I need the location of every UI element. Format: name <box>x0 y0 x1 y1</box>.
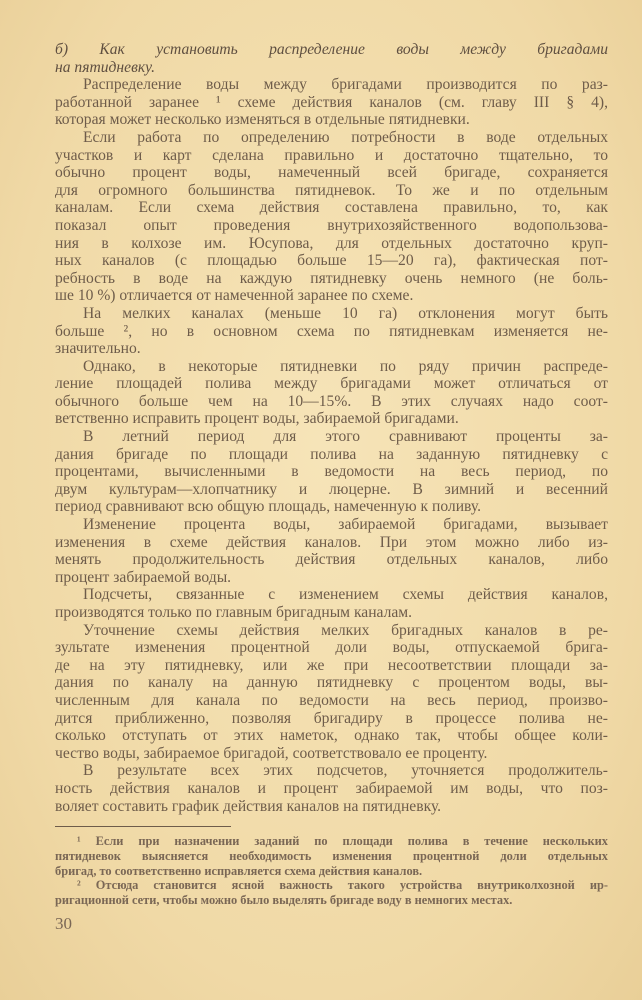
paragraph-line: Если работа по определению потребности в воде отдельных <box>83 128 608 146</box>
page-body <box>55 41 608 815</box>
footnote-line: пятидневок выясняется необходимость изменения процентной доли отдельных <box>55 848 608 863</box>
paragraph-line: значительно. <box>55 340 141 358</box>
paragraph-line: Изменение процента воды, забираемой бригадами, вызывает <box>83 516 608 534</box>
paragraph-line: ветственно исправить процент воды, забираемой бригадами. <box>55 410 459 428</box>
paragraph-line: дания бригаде по площади полива на заданную пятидневку с <box>55 445 608 463</box>
paragraph-line: дится приближенно, позволяя бригадиру в процессе полива не- <box>55 709 608 727</box>
paragraph-line: сколько отступать от этих наметок, однако так, чтобы общее коли- <box>55 727 608 745</box>
paragraph-line: участков и карт сделана правильно и достаточно тщательно, то <box>55 146 608 164</box>
paragraph-line: показал опыт проведения внутрихозяйственного водопользова- <box>55 216 608 234</box>
paragraph <box>55 305 608 358</box>
footnote-line: ¹ Если при назначении заданий по площади полива в течение нескольких <box>77 834 608 848</box>
paragraph-line: производятся только по главным бригадным каналам. <box>55 604 413 621</box>
heading-line: б) Как установить распределение воды между бригадами <box>55 41 608 58</box>
paragraph-line: обычного больше чем на 10—15%. В этих случаях надо соот- <box>55 392 608 410</box>
paragraph-line: В летний период для этого сравнивают проценты за- <box>83 428 608 446</box>
paragraph-line: Распределение воды между бригадами производится по раз- <box>83 76 608 94</box>
paragraph-line: В результате всех этих подсчетов, уточняется продолжитель- <box>83 762 608 780</box>
paragraph-line: работанной заранее ¹ схеме действия каналов (см. главу III § 4), <box>55 93 608 111</box>
paragraph <box>55 516 608 586</box>
footnote-line: ригационной сети, чтобы можно было выделять бригаде воду в немногих местах. <box>55 893 513 908</box>
paragraph-line: Однако, в некоторые пятидневки по ряду причин распреде- <box>83 357 608 375</box>
paragraph-line: зультате изменения процентной доли воды, отпускаемой брига- <box>55 639 608 657</box>
paragraph-line: менять продолжительность действия отдельных каналов, либо <box>55 551 608 569</box>
paragraph-line: дания по каналу на данную пятидневку с процентом воды, вы- <box>55 674 608 692</box>
paragraph-line: для огромного большинства пятидневок. То же и по отдельным <box>55 181 608 199</box>
paragraphs <box>55 76 608 815</box>
paragraph-line: Уточнение схемы действия мелких бригадных каналов в ре- <box>83 621 608 639</box>
paragraph-line: ше 10 %) отличается от намеченной заранее по схеме. <box>55 287 414 305</box>
heading-line: на пятидневку. <box>55 58 155 76</box>
paragraph-line: период сравнивают всю общую площадь, намеченную к поливу. <box>55 498 482 516</box>
paragraph-line: изменения в схеме действия каналов. При этом можно либо из- <box>55 533 608 551</box>
paragraph-line: двум культурам—хлопчатнику и люцерне. В зимний и весенний <box>55 480 608 498</box>
paragraph-line: процентами, вычисленными в ведомости на весь период, по <box>55 463 608 481</box>
paragraph-line: ность действия каналов и процент забираемой им воды, что поз- <box>55 779 608 797</box>
footnote <box>55 834 608 878</box>
paragraph-line: каналам. Если схема действия составлена правильно, то, как <box>55 199 608 217</box>
paragraph <box>55 129 608 305</box>
section-heading <box>55 41 608 76</box>
footnotes <box>55 834 608 908</box>
paragraph-line: больше ², но в основном схема по пятидневкам изменяется не- <box>55 322 608 340</box>
paragraph <box>55 76 608 129</box>
paragraph-line: численным для канала по ведомости на весь период, произво- <box>55 691 608 709</box>
paragraph-line: обычно процент воды, намеченный всей бригаде, сохраняется <box>55 164 608 182</box>
footnote-line: ² Отсюда становится ясной важность такого устройства внутриколхозной ир- <box>77 878 608 893</box>
paragraph-line: На мелких каналах (меньше 10 га) отклонения могут быть <box>83 304 608 322</box>
paragraph-line: чество воды, забираемое бригадой, соответствовало ее проценту. <box>55 744 488 762</box>
paragraph <box>55 586 608 621</box>
paragraph-line: де на эту пятидневку, или же при несоответствии площади за- <box>55 656 608 674</box>
paragraph-line: ление площадей полива между бригадами может отличаться от <box>55 375 608 393</box>
paragraph-line: ных каналов (с площадью больше 15—20 га), фактическая пот- <box>55 252 608 270</box>
paragraph-line: воляет составить график действия каналов на пятидневку. <box>55 797 442 815</box>
page-number: 30 <box>55 914 72 933</box>
paragraph <box>55 622 608 763</box>
footnote-divider <box>55 826 231 827</box>
paragraph <box>55 358 608 428</box>
paragraph-line: Подсчеты, связанные с изменением схемы действия каналов, <box>83 586 608 604</box>
paragraph-line: ния в колхозе им. Юсупова, для отдельных достаточно круп- <box>55 234 608 252</box>
footnote-line: бригад, то соответственно исправляется схема действия каналов. <box>55 863 423 878</box>
paragraph <box>55 762 608 815</box>
paragraph-line: которая может несколько изменяться в отдельные пятидневки. <box>55 111 470 129</box>
paragraph <box>55 428 608 516</box>
paragraph-line: ребность в воде на каждую пятидневку очень немного (не боль- <box>55 269 608 287</box>
paragraph-line: процент забираемой воды. <box>55 568 232 586</box>
footnote <box>55 878 608 908</box>
